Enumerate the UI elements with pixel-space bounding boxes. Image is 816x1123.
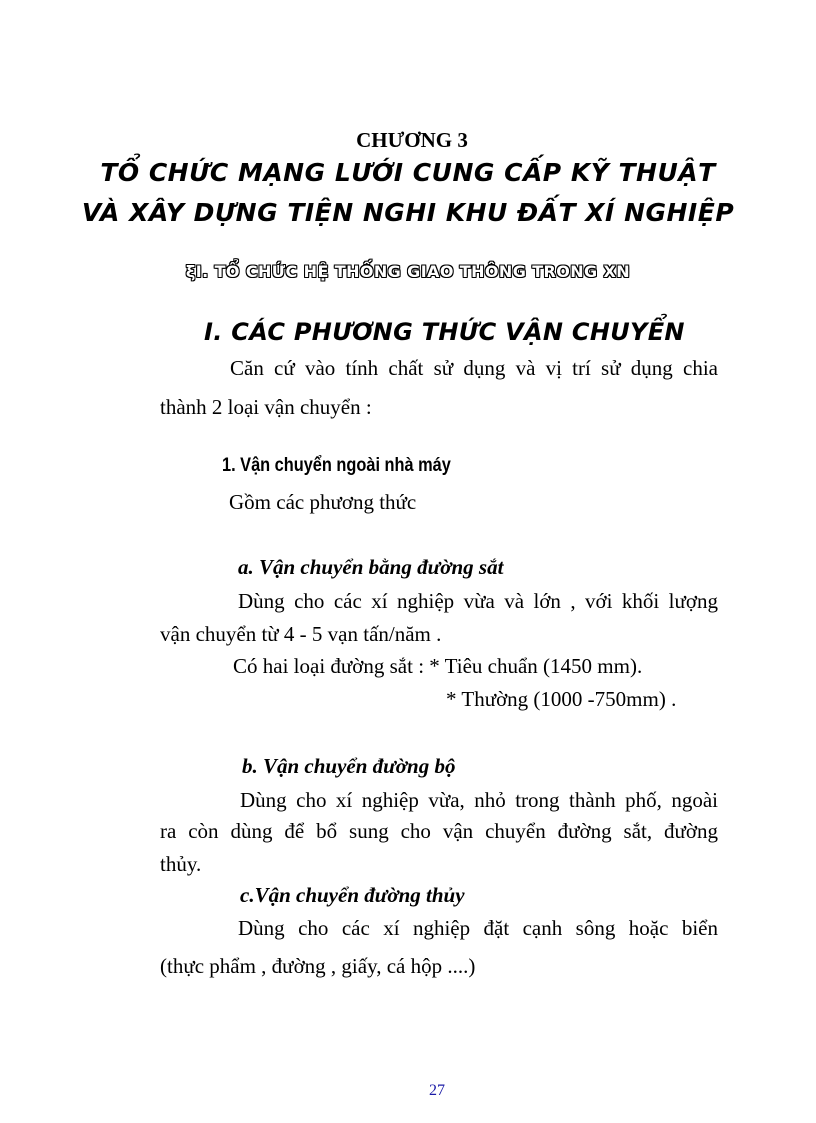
- item-b-line-2: ra còn dùng để bổ sung cho vận chuyển đường sắt, đường: [160, 819, 718, 843]
- item-c-title: c.Vận chuyển đường thủy: [240, 883, 465, 907]
- section-heading: ξI. TỔ CHỨC HỆ THỐNG GIAO THÔNG TRONG XN: [185, 262, 631, 281]
- item-b-line-1: Dùng cho xí nghiệp vừa, nhỏ trong thành phố, ngoài: [240, 788, 718, 812]
- item-a-line-2: vận chuyển từ 4 - 5 vạn tấn/năm .: [160, 622, 442, 646]
- item-a-title: a. Vận chuyển bằng đường sắt: [238, 555, 504, 579]
- item-c-line-2: (thực phẩm , đường , giấy, cá hộp ....): [160, 954, 476, 978]
- page-number: 27: [429, 1082, 445, 1099]
- chapter-title-line-1: TỔ CHỨC MẠNG LƯỚI CUNG CẤP KỸ THUẬT: [100, 158, 716, 187]
- subsection-heading: 1. Vận chuyển ngoài nhà máy: [222, 455, 451, 476]
- intro-line-2: thành 2 loại vận chuyển :: [160, 395, 372, 419]
- intro-line-1: Căn cứ vào tính chất sử dụng và vị trí sử dụng chia: [230, 356, 718, 380]
- item-b-line-3: thủy.: [160, 852, 202, 876]
- item-a-line-3: Có hai loại đường sắt : * Tiêu chuẩn (1450 mm).: [233, 654, 643, 678]
- item-b-title: b. Vận chuyển đường bộ: [242, 754, 456, 778]
- subsection-intro: Gồm các phương thức: [229, 490, 417, 514]
- part-heading: I. CÁC PHƯƠNG THỨC VẬN CHUYỂN: [204, 318, 685, 346]
- item-a-line-1: Dùng cho các xí nghiệp vừa và lớn , với khối lượng: [238, 589, 718, 613]
- item-a-line-4: * Thường (1000 -750mm) .: [446, 687, 677, 711]
- item-c-line-1: Dùng cho các xí nghiệp đặt cạnh sông hoặc biển: [238, 916, 718, 940]
- chapter-label: CHƯƠNG 3: [356, 128, 468, 152]
- chapter-title-line-2: VÀ XÂY DỰNG TIỆN NGHI KHU ĐẤT XÍ NGHIỆP: [81, 198, 735, 227]
